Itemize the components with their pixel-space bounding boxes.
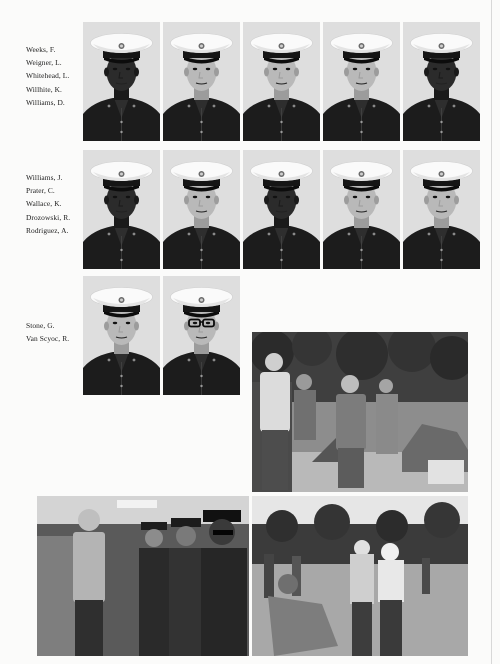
recruit-name: Stone, G. [26, 321, 55, 330]
page-edge-rule [491, 0, 492, 664]
recruit-portrait [83, 22, 160, 141]
recruit-name: Prater, C. [26, 186, 55, 196]
recruit-name: Weigner, L. [26, 58, 62, 68]
recruit-portrait [83, 150, 160, 269]
recruit-name: Weeks, F. [26, 45, 56, 54]
recruit-name: Williams, D. [26, 97, 65, 107]
name-list-row-3 [26, 319, 86, 345]
recruit-portrait [163, 22, 240, 141]
recruit-name: Drozowski, R. [26, 212, 71, 222]
field-training-photo [252, 496, 468, 656]
recruit-portrait [403, 150, 480, 269]
name-list-row-1 [26, 43, 86, 109]
recruit-portrait [163, 276, 240, 395]
recruit-portrait [323, 22, 400, 141]
recruit-portrait [323, 150, 400, 269]
recruit-name: Rodriguez, A. [26, 225, 69, 235]
recruit-name: Whitehead, L. [26, 71, 70, 81]
recruit-portrait [403, 22, 480, 141]
recruit-portrait [83, 276, 160, 395]
barracks-inspection-photo [37, 496, 249, 656]
field-camp-photo [252, 332, 468, 492]
recruit-portrait [163, 150, 240, 269]
recruit-portrait [243, 22, 320, 141]
recruit-portrait [243, 150, 320, 269]
recruit-name: Willhite, K. [26, 84, 63, 94]
name-list-row-2 [26, 171, 86, 237]
recruit-name: Wallace, K. [26, 199, 62, 209]
recruit-name: Williams, J. [26, 173, 63, 182]
recruit-name: Van Scyoc, R. [26, 334, 70, 344]
